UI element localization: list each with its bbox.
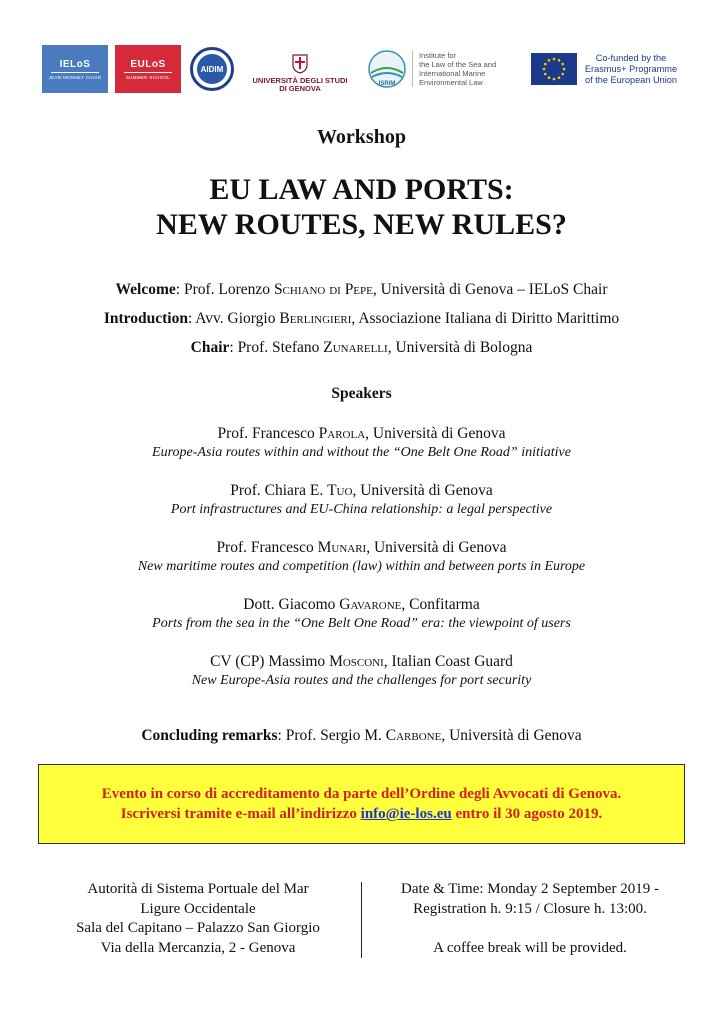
speaker-pre: Prof. Francesco [217,425,319,442]
accreditation-notice [38,764,685,844]
concluding-post: , Università di Genova [441,727,582,744]
unige-logo-line1: UNIVERSITÀ DEGLI STUDI [252,76,348,85]
speaker-topic: Port infrastructures and EU-China relationship: a legal perspective [170,502,553,517]
speaker-item [0,424,723,462]
speaker-surname: Parola [318,425,366,442]
speaker-topic: New maritime routes and competition (law) within and between ports in Europe [137,559,586,574]
concluding-label: Concluding remarks [141,727,278,744]
speaker-topic: Europe-Asia routes within and without the “One Belt One Road” initiative [152,445,571,460]
welcome-surname: Schiano di Pepe [273,281,373,298]
venue-line3: Sala del Capitano – Palazzo San Giorgio [76,920,320,936]
eulos-logo [115,45,181,93]
isrim-line1: Institute for [419,51,457,60]
speaker-pre: CV (CP) Massimo [210,653,330,670]
speaker-topic: Ports from the sea in the “One Belt One Road” era: the viewpoint of users [152,616,571,631]
event-title [0,172,723,242]
unige-crest-icon [292,54,308,74]
schedule-line3: A coffee break will be provided. [433,939,627,956]
chair-pre: Prof. Stefano [237,339,324,356]
ielos-logo-subtext: JEAN MONNET CHAIR [48,74,102,80]
ielos-logo [42,45,108,93]
venue-block [38,880,358,958]
concluding-surname: Carbone [385,727,442,744]
speaker-affiliation: , Università di Genova [366,539,507,556]
schedule-line1: Date & Time: Monday 2 September 2019 - [401,881,659,897]
speaker-affiliation: , Italian Coast Guard [383,653,513,670]
notice-line2 [121,804,603,824]
speaker-item [0,652,723,690]
concluding-pre: Prof. Sergio M. [285,727,386,744]
speaker-item [0,538,723,576]
isrim-line3: International Marine [419,69,486,78]
speaker-affiliation: , Confitarma [401,596,480,613]
introduction-pre: Avv. Giorgio [195,310,280,327]
isrim-line2: the Law of the Sea and [419,60,497,69]
introduction-label: Introduction [103,310,188,327]
eu-line3: of the European Union [585,74,677,85]
welcome-post: , Università di Genova – IELoS Chair [372,281,608,298]
unige-logo [244,45,356,93]
introduction-surname: Berlingieri [279,310,352,327]
schedule-line2: Registration h. 9:15 / Closure h. 13:00. [413,900,647,917]
speaker-item [0,481,723,519]
speaker-pre: Prof. Chiara E. [230,482,328,499]
isrim-globe-icon [366,49,408,89]
chair-post: , Università di Bologna [387,339,533,356]
event-title-line2: NEW ROUTES, NEW RULES? [156,208,567,241]
eulos-logo-text: EULoS [130,58,166,70]
notice-line2-post: entro il 30 agosto 2019. [451,806,603,822]
speaker-pre: Prof. Francesco [216,539,318,556]
event-title-line1: EU LAW AND PORTS: [209,173,514,206]
venue-line2: Ligure Occidentale [140,900,256,917]
welcome-line: Welcome: Prof. Lorenzo Schiano di Pepe, Università di Genova – IELoS Chair [115,281,608,298]
isrim-line4: Environmental Law [419,78,483,87]
notice-line2-pre: Iscriversi tramite e-mail all’indirizzo [120,806,361,822]
speaker-item [0,595,723,633]
speaker-pre: Dott. Giacomo [243,596,340,613]
venue-line1: Autorità di Sistema Portuale del Mar [87,881,309,897]
ielos-logo-text: IELoS [59,58,91,70]
unige-logo-line2: DI GENOVA [279,84,321,93]
eu-line1: Co-funded by the [595,52,667,63]
schedule-block [370,880,690,958]
speaker-surname: Munari [317,539,367,556]
eulos-logo-subtext: SUMMER SCHOOL [125,74,171,80]
chair-label: Chair [190,339,230,356]
venue-line4: Via della Mercanzia, 2 - Genova [100,939,296,956]
introduction-post: , Associazione Italiana di Diritto Marittimo [351,310,620,327]
aidim-logo-text: AIDIM [197,54,227,84]
logo-row [42,44,682,94]
isrim-logo [366,45,523,93]
welcome-label: Welcome [115,281,176,298]
isrim-mark-text: ISRIM [378,81,396,87]
footer-divider [361,882,362,958]
speaker-surname: Tuo [327,482,353,499]
event-type: Workshop [317,126,406,148]
speaker-affiliation: , Università di Genova [365,425,506,442]
concluding-line: Concluding remarks: Prof. Sergio M. Carbone, Università di Genova [141,727,582,744]
welcome-pre: Prof. Lorenzo [183,281,274,298]
email-link[interactable]: info@ie-los.eu [360,806,452,822]
speaker-topic: New Europe-Asia routes and the challenges for port security [191,673,532,688]
speaker-surname: Gavarone [339,596,402,613]
introduction-line: Introduction: Avv. Giorgio Berlingieri, Associazione Italiana di Diritto Marittimo [103,310,620,327]
chair-surname: Zunarelli [323,339,388,356]
speaker-surname: Mosconi [329,653,384,670]
notice-line1: Evento in corso di accreditamento da parte dell’Ordine degli Avvocati di Genova. [101,786,622,802]
aidim-logo [190,47,234,91]
chair-line: Chair: Prof. Stefano Zunarelli, Università di Bologna [190,339,533,356]
speaker-affiliation: , Università di Genova [352,482,493,499]
eu-logo [531,45,681,93]
eu-line2: Erasmus+ Programme [584,63,678,74]
eu-flag-icon [531,53,577,85]
speakers-heading: Speakers [331,385,392,402]
